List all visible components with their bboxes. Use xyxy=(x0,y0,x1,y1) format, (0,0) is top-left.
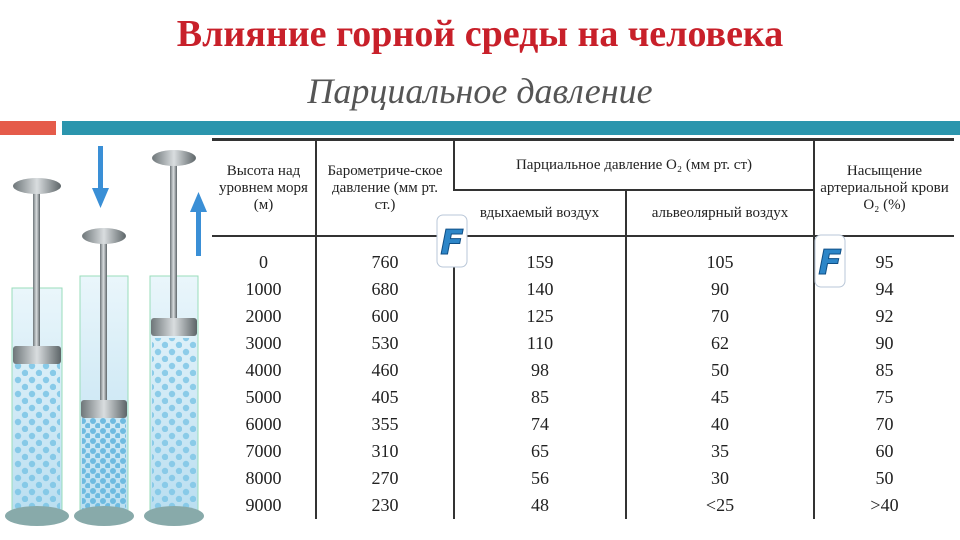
cell-altitude: 9000 xyxy=(245,495,282,515)
cell-alveolar: 50 xyxy=(626,357,814,384)
cell-alveolar: 40 xyxy=(626,411,814,438)
cell-alveolar: 45 xyxy=(626,384,814,411)
cell-alveolar: <25 xyxy=(626,492,814,519)
cell-altitude: 3000 xyxy=(245,333,282,353)
table-row xyxy=(212,411,954,438)
cell-alveolar: 35 xyxy=(626,438,814,465)
piston-cylinder-icon xyxy=(74,228,134,526)
cell-inhaled: 98 xyxy=(454,357,626,384)
cell-alveolar: 62 xyxy=(626,330,814,357)
cell-alveolar: 90 xyxy=(626,276,814,303)
cell-altitude: 2000 xyxy=(245,306,282,326)
table-row xyxy=(212,492,954,519)
piston-cylinders-illustration xyxy=(0,138,208,538)
cell-inhaled: 125 xyxy=(454,303,626,330)
header-saturation: Насыщение артериальной крови O₂ (%) xyxy=(814,140,954,237)
cell-barometric: 230 xyxy=(316,492,454,519)
partial-pressure-table xyxy=(212,138,954,519)
cell-altitude: 5000 xyxy=(245,387,282,407)
cell-alveolar: 70 xyxy=(626,303,814,330)
cell-barometric: 355 xyxy=(316,411,454,438)
cell-saturation: >40 xyxy=(814,492,954,519)
header-partial-pressure: Парциальное давление O₂ (мм рт. ст) xyxy=(454,140,814,191)
arrow-up-icon xyxy=(190,192,207,256)
table-row xyxy=(212,330,954,357)
header-altitude: Высота над уровнем моря (м) xyxy=(212,140,316,237)
cell-barometric: 680 xyxy=(316,276,454,303)
arrow-down-icon xyxy=(92,146,109,208)
accent-bar-red xyxy=(0,121,56,135)
cell-barometric: 405 xyxy=(316,384,454,411)
cell-inhaled: 56 xyxy=(454,465,626,492)
cell-alveolar: 105 xyxy=(626,236,814,276)
table-row xyxy=(212,303,954,330)
cell-altitude: 6000 xyxy=(245,414,282,434)
header-barometric: Барометриче-ское давление (мм рт. ст.) xyxy=(316,140,454,237)
cell-inhaled: 110 xyxy=(454,330,626,357)
cell-barometric: 460 xyxy=(316,357,454,384)
cell-inhaled: 48 xyxy=(454,492,626,519)
table-row xyxy=(212,384,954,411)
cell-inhaled: 74 xyxy=(454,411,626,438)
f-badge-letter: F xyxy=(818,243,842,283)
cell-saturation: 95 xyxy=(814,236,954,276)
header-inhaled: вдыхаемый воздух xyxy=(454,190,626,236)
cell-altitude: 0 xyxy=(259,252,268,272)
table-row xyxy=(212,357,954,384)
table-row xyxy=(212,465,954,492)
cell-barometric: 310 xyxy=(316,438,454,465)
cell-alveolar: 30 xyxy=(626,465,814,492)
f-badge-icon xyxy=(436,214,468,268)
cell-inhaled: 65 xyxy=(454,438,626,465)
cell-saturation: 85 xyxy=(814,357,954,384)
cell-inhaled: 85 xyxy=(454,384,626,411)
partial-pressure-table-container xyxy=(208,138,960,538)
cell-altitude: 4000 xyxy=(245,360,282,380)
piston-cylinder-icon xyxy=(5,178,69,526)
cell-saturation: 60 xyxy=(814,438,954,465)
slide-subtitle: Парциальное давление xyxy=(307,71,653,111)
table-row xyxy=(212,438,954,465)
slide-title: Влияние горной среды на человека xyxy=(176,13,784,55)
f-badge-letter: F xyxy=(440,223,464,263)
cell-barometric: 600 xyxy=(316,303,454,330)
cell-inhaled: 140 xyxy=(454,276,626,303)
cell-barometric: 270 xyxy=(316,465,454,492)
cell-barometric: 530 xyxy=(316,330,454,357)
cell-saturation: 50 xyxy=(814,465,954,492)
cell-altitude: 8000 xyxy=(245,468,282,488)
cell-barometric: 760 xyxy=(316,236,454,276)
cell-altitude: 1000 xyxy=(245,279,282,299)
cell-altitude: 7000 xyxy=(245,441,282,461)
cell-inhaled: 159 xyxy=(454,236,626,276)
cell-saturation: 90 xyxy=(814,330,954,357)
cell-saturation: 75 xyxy=(814,384,954,411)
f-badge-icon xyxy=(814,234,846,288)
header-alveolar: альвеолярный воздух xyxy=(626,190,814,236)
cell-saturation: 94 xyxy=(814,276,954,303)
cell-saturation: 70 xyxy=(814,411,954,438)
accent-bar-teal xyxy=(62,121,960,135)
cell-saturation: 92 xyxy=(814,303,954,330)
